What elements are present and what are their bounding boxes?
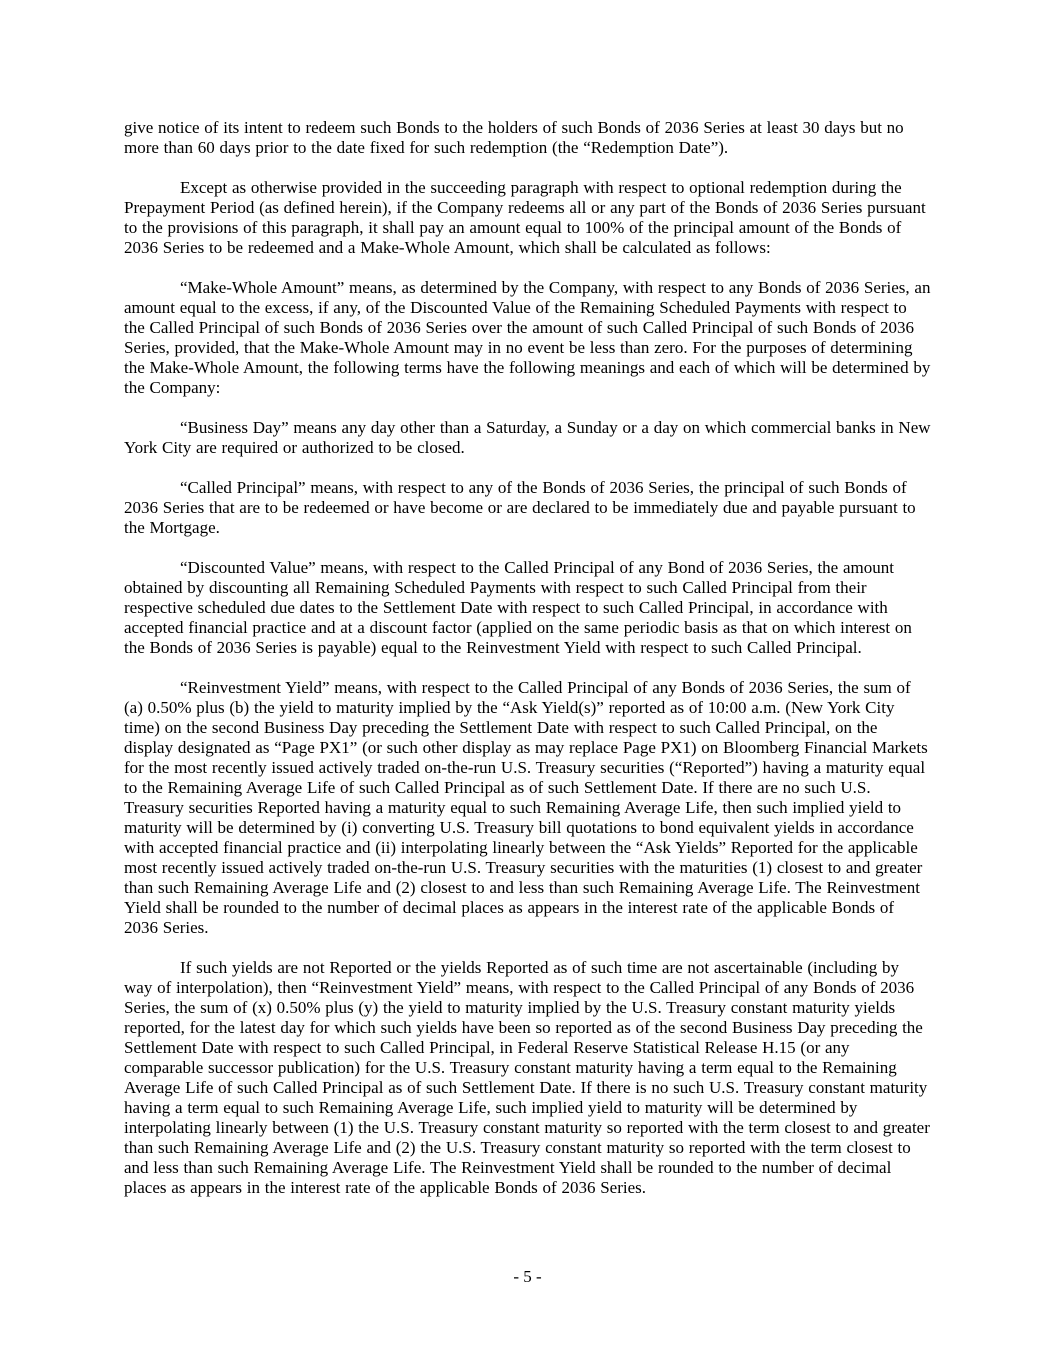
paragraph-discounted-value-definition: “Discounted Value” means, with respect to the Called Principal of any Bond of 2036 Series, the amount obtained by discounting all Remaining Scheduled Payments with respect to such Called Principal from their respective scheduled due dates to the Settlement Date with respect to such Called Principal, in accordance with accepted financial practice and at a discount factor (applied on the same periodic basis as that on which interest on the Bonds of 2036 Series is payable) equal to the Reinvestment Yield with respect to such Called Principal. [124,558,912,657]
paragraph-reinvestment-yield-fallback: If such yields are not Reported or the yields Reported as of such time are not ascertainable (including by way of interpolation), then “Reinvestment Yield” means, with respect to the Called Principal of any Bonds of 2036 Series, the sum of (x) 0.50% plus (y) the yield to maturity implied by the U.S. Treasury constant maturity yields reported, for the latest day for which such yields have been so reported as of the second Business Day preceding the Settlement Date with respect to such Called Principal, in Federal Reserve Statistical Release H.15 (or any comparable successor publication) for the U.S. Treasury constant maturity having a term equal to the Remaining Average Life of such Called Principal as of such Settlement Date. If there is no such U.S. Treasury constant maturity having a term equal to such Remaining Average Life, such implied yield to maturity will be determined by interpolating linearly between (1) the U.S. Treasury constant maturity so reported with the term closest to and greater than such Remaining Average Life and (2) the U.S. Treasury constant maturity so reported with the term closest to and less than such Remaining Average Life. The Reinvestment Yield shall be rounded to the number of decimal places as appears in the interest rate of the applicable Bonds of 2036 Series. [124,958,930,1197]
paragraph-reinvestment-yield-definition: “Reinvestment Yield” means, with respect to the Called Principal of any Bonds of 2036 Series, the sum of (a) 0.50% plus (b) the yield to maturity implied by the “Ask Yield(s)” reported as of 10:00 a.m. (New York City time) on the second Business Day preceding the Settlement Date with respect to such Called Principal, on the display designated as “Page PX1” (or such other display as may replace Page PX1) on Bloomberg Financial Markets for the most recently issued actively traded on-the-run U.S. Treasury securities (“Reported”) having a maturity equal to the Remaining Average Life of such Called Principal as of such Settlement Date. If there are no such U.S. Treasury securities Reported having a maturity equal to such Remaining Average Life, then such implied yield to maturity will be determined by (i) converting U.S. Treasury bill quotations to bond equivalent yields in accordance with accepted financial practice and (ii) interpolating linearly between the “Ask Yields” Reported for the applicable most recently issued actively traded on-the-run U.S. Treasury securities with the maturities (1) closest to and greater than such Remaining Average Life and (2) closest to and less than such Remaining Average Life. The Reinvestment Yield shall be rounded to the number of decimal places as appears in the interest rate of the applicable Bonds of 2036 Series. [124,678,928,937]
document-body [124,118,931,1218]
page-number: - 5 - [513,1267,542,1286]
paragraph-optional-redemption: Except as otherwise provided in the succeeding paragraph with respect to optional redemption during the Prepayment Period (as defined herein), if the Company redeems all or any part of the Bonds of 2036 Series pursuant to the provisions of this paragraph, it shall pay an amount equal to 100% of the principal amount of the Bonds of 2036 Series to be redeemed and a Make-Whole Amount, which shall be calculated as follows: [124,178,926,257]
paragraph-called-principal-definition: “Called Principal” means, with respect to any of the Bonds of 2036 Series, the principal of such Bonds of 2036 Series that are to be redeemed or have become or are declared to be immediately due and payable pursuant to the Mortgage. [124,478,916,537]
paragraph-redemption-notice: give notice of its intent to redeem such Bonds to the holders of such Bonds of 2036 Series at least 30 days but no more than 60 days prior to the date fixed for such redemption (the “Redemption Date”). [124,118,904,157]
paragraph-business-day-definition: “Business Day” means any day other than a Saturday, a Sunday or a day on which commercial banks in New York City are required or authorized to be closed. [124,418,931,457]
paragraph-make-whole-amount-definition: “Make-Whole Amount” means, as determined by the Company, with respect to any Bonds of 2036 Series, an amount equal to the excess, if any, of the Discounted Value of the Remaining Scheduled Payments with respect to the Called Principal of such Bonds of 2036 Series over the amount of such Called Principal of such Bonds of 2036 Series, provided, that the Make-Whole Amount may in no event be less than zero. For the purposes of determining the Make-Whole Amount, the following terms have the following meanings and each of which will be determined by the Company: [124,278,931,397]
